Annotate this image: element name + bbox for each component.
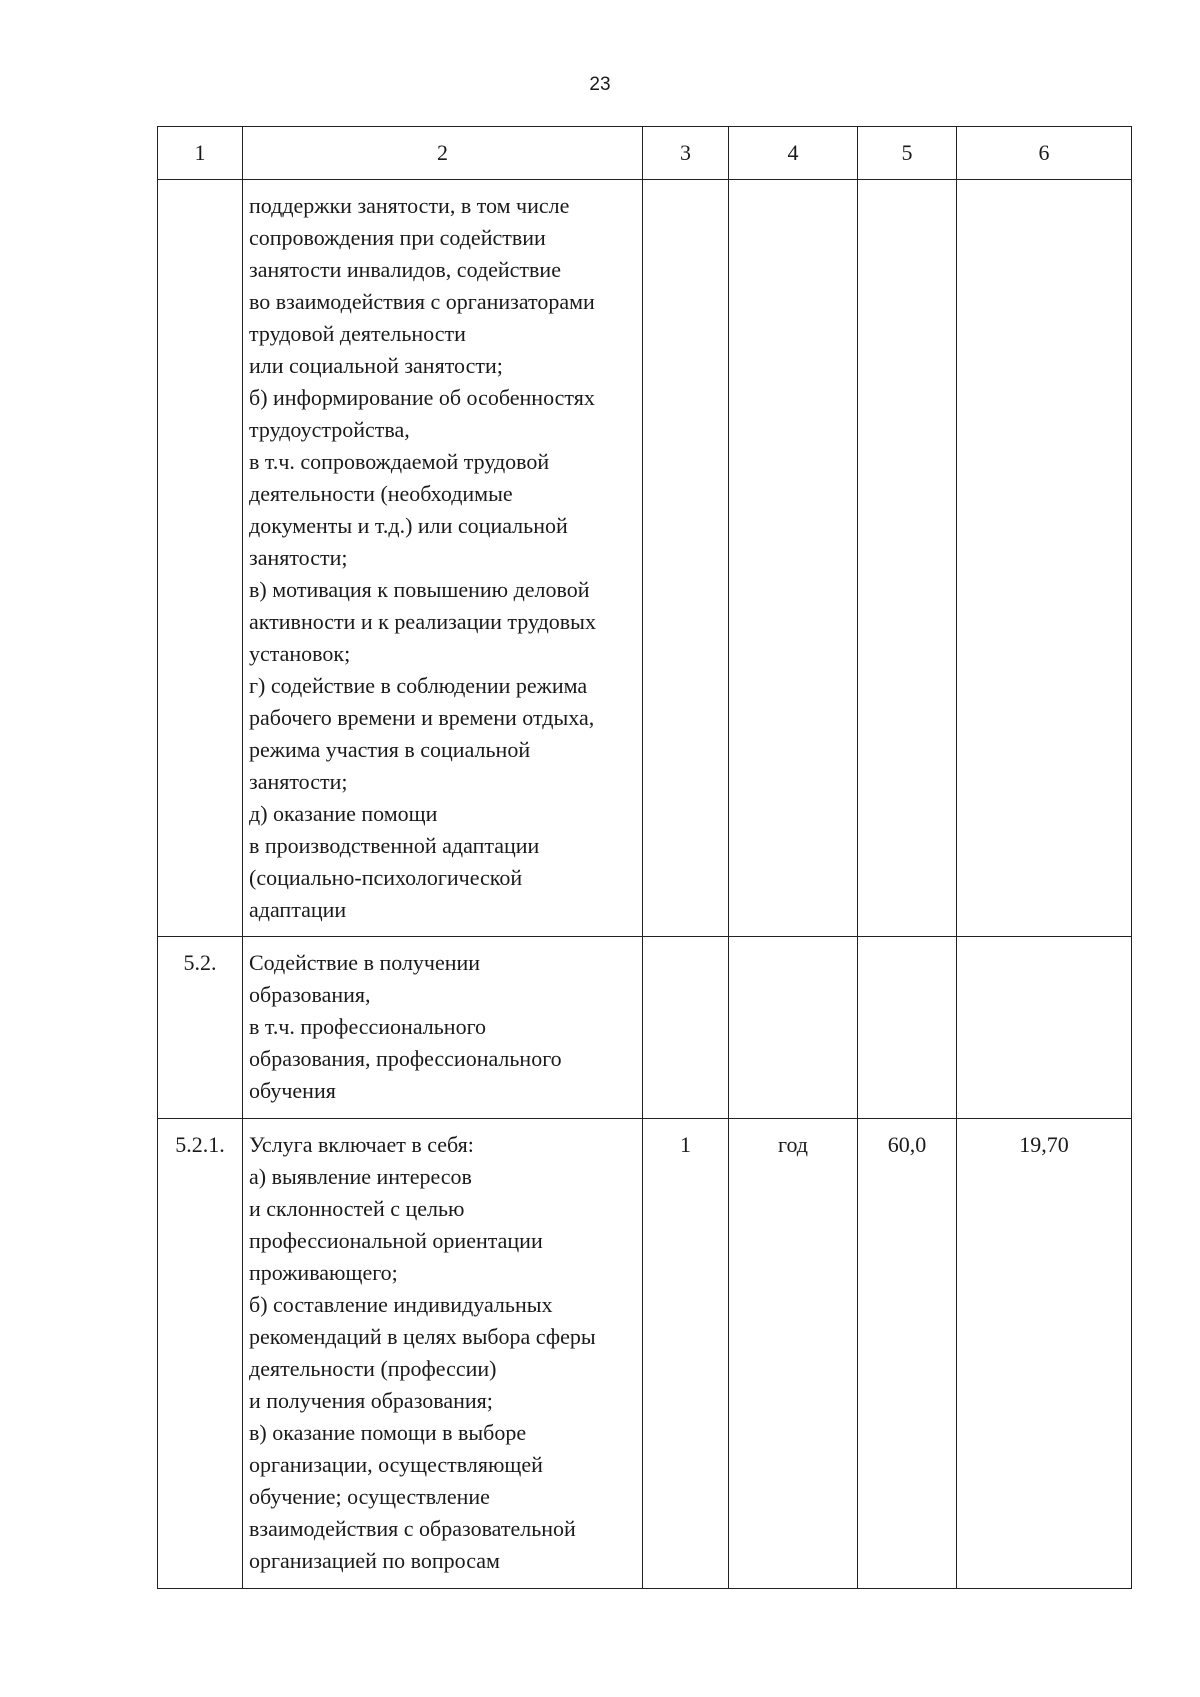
text-line: обучения	[249, 1078, 336, 1103]
text-line: в производственной адаптации	[249, 833, 540, 858]
text-line: сопровождения при содействии	[249, 225, 546, 250]
text-line: занятости;	[249, 769, 348, 794]
text-line: проживающего;	[249, 1260, 398, 1285]
service-description-cell	[243, 937, 643, 1119]
text-line: профессиональной ориентации	[249, 1228, 543, 1253]
row-number-cell: 5.2.	[158, 937, 243, 1119]
text-line: б) составление индивидуальных	[249, 1292, 553, 1317]
table-row	[158, 937, 1132, 1119]
text-line: деятельности (необходимые	[249, 481, 513, 506]
column-header: 6	[957, 127, 1132, 180]
text-line: занятости инвалидов, содействие	[249, 257, 561, 282]
table-row	[158, 180, 1132, 937]
unit-cell	[729, 180, 858, 937]
text-line: (социально-психологической	[249, 865, 523, 890]
column-header: 1	[158, 127, 243, 180]
text-line: в) оказание помощи в выборе	[249, 1420, 527, 1445]
table-row	[158, 1119, 1132, 1589]
service-description-cell	[243, 180, 643, 937]
cost-cell	[957, 180, 1132, 937]
cost-cell: 19,70	[957, 1119, 1132, 1589]
page-number: 23	[589, 74, 611, 95]
text-line: режима участия в социальной	[249, 737, 531, 762]
text-line: а) выявление интересов	[249, 1164, 472, 1189]
text-line: в т.ч. профессионального	[249, 1014, 487, 1039]
text-line: организации, осуществляющей	[249, 1452, 543, 1477]
column-header: 2	[243, 127, 643, 180]
text-line: документы и т.д.) или социальной	[249, 513, 568, 538]
text-line: трудоустройства,	[249, 417, 410, 442]
text-line: обучение; осуществление	[249, 1484, 490, 1509]
text-line: установок;	[249, 641, 351, 666]
text-line: Содействие в получении	[249, 950, 481, 975]
unit-cell	[729, 937, 858, 1119]
text-line: в т.ч. сопровождаемой трудовой	[249, 449, 550, 474]
text-line: образования,	[249, 982, 371, 1007]
unit-cell: год	[729, 1119, 858, 1589]
quantity-cell: 1	[643, 1119, 729, 1589]
time-norm-cell	[858, 180, 957, 937]
row-number-cell: 5.2.1.	[158, 1119, 243, 1589]
text-line: организацией по вопросам	[249, 1548, 500, 1573]
cost-cell	[957, 937, 1132, 1119]
text-line: б) информирование об особенностях	[249, 385, 595, 410]
text-line: и склонностей с целью	[249, 1196, 465, 1221]
text-line: д) оказание помощи	[249, 801, 438, 826]
time-norm-cell: 60,0	[858, 1119, 957, 1589]
text-line: рекомендаций в целях выбора сферы	[249, 1324, 596, 1349]
column-header: 4	[729, 127, 858, 180]
text-line: активности и к реализации трудовых	[249, 609, 596, 634]
text-line: деятельности (профессии)	[249, 1356, 497, 1381]
text-line: трудовой деятельности	[249, 321, 466, 346]
text-line: рабочего времени и времени отдыха,	[249, 705, 595, 730]
table-header-row	[158, 127, 1132, 180]
quantity-cell	[643, 937, 729, 1119]
text-line: в) мотивация к повышению деловой	[249, 577, 590, 602]
text-line: во взаимодействия с организаторами	[249, 289, 595, 314]
text-line: и получения образования;	[249, 1388, 493, 1413]
text-line: взаимодействия с образовательной	[249, 1516, 576, 1541]
text-line: г) содействие в соблюдении режима	[249, 673, 588, 698]
column-header: 5	[858, 127, 957, 180]
text-line: адаптации	[249, 897, 347, 922]
text-line: образования, профессионального	[249, 1046, 562, 1071]
services-table	[157, 126, 1132, 1589]
text-line: Услуга включает в себя:	[249, 1132, 474, 1157]
text-line: занятости;	[249, 545, 348, 570]
quantity-cell	[643, 180, 729, 937]
row-number-cell	[158, 180, 243, 937]
time-norm-cell	[858, 937, 957, 1119]
service-description-cell	[243, 1119, 643, 1589]
column-header: 3	[643, 127, 729, 180]
text-line: или социальной занятости;	[249, 353, 503, 378]
text-line: поддержки занятости, в том числе	[249, 193, 570, 218]
